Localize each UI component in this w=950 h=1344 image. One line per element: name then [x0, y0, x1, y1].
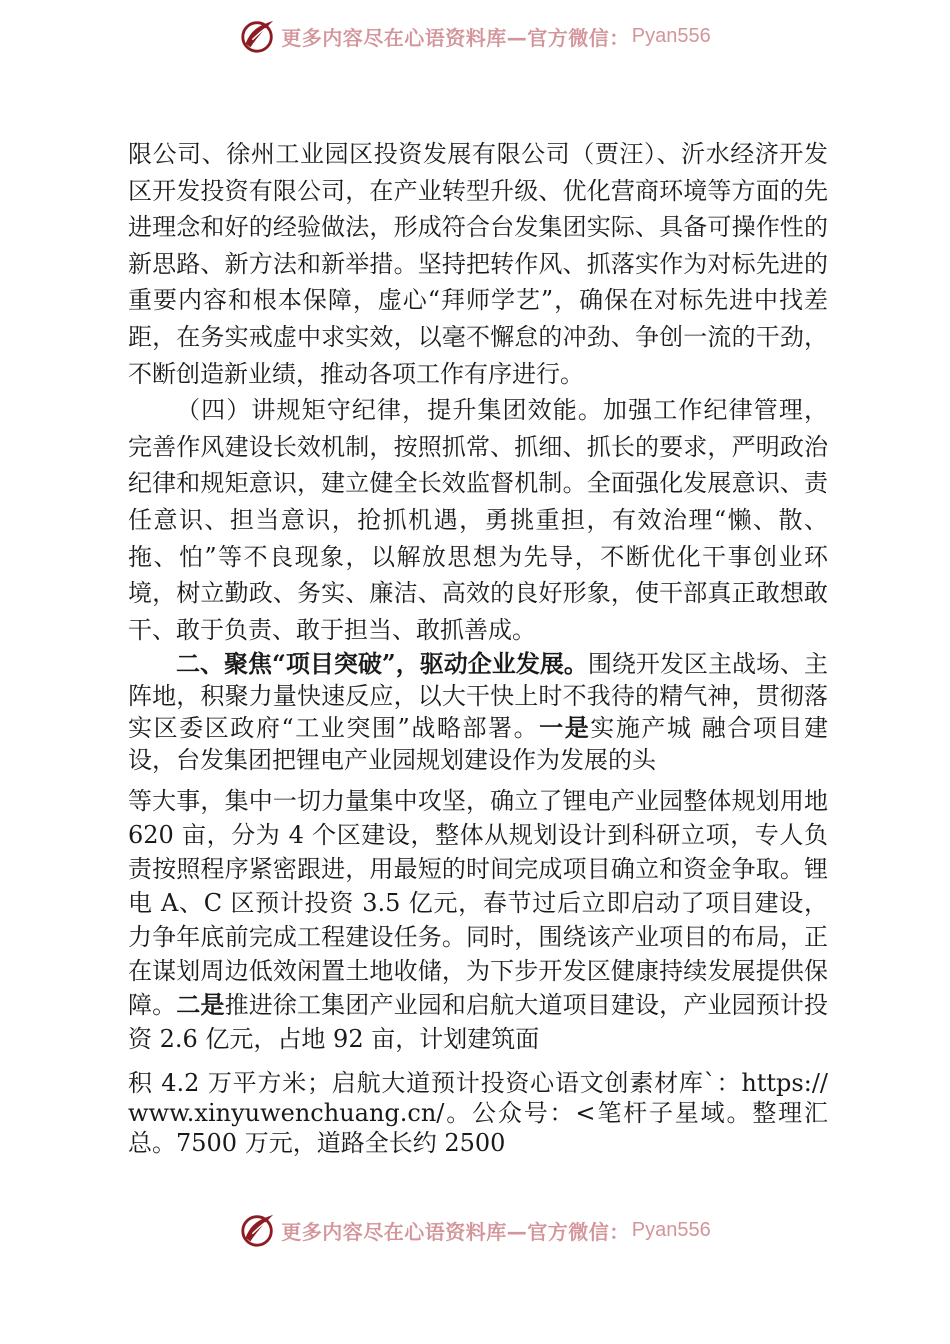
- banner-text: 更多内容尽在心语资料库—官方微信：: [281, 1219, 630, 1244]
- banner-wechat-id: Pyan556: [631, 1218, 711, 1241]
- paragraph-4: [128, 784, 828, 1056]
- point-second-label: 二是: [176, 991, 225, 1020]
- paragraph-3: [128, 648, 828, 776]
- section-heading: 二、聚焦“项目突破”，驱动企业发展。: [176, 649, 588, 679]
- header-banner: [0, 16, 950, 56]
- paragraph-2: （四）讲规矩守纪律，提升集团效能。加强工作纪律管理， 完善作风建设长效机制，按照抓常、抓细、抓长的要求，严明政治纪律和规矩意识，建立健全长效监督机制。全面强化发展意识、责任意识、担当意识，抢抓机遇，勇挑重担，有效治理“懒、散、拖、怕”等不良现象，以解放思想为先导，不断优化干事创业环境，树立勤政、务实、廉洁、高效的良好形象，使干部真正敢想敢干、敢于负责、敢于担当、敢抓善成。: [128, 396, 828, 644]
- paragraph-4-text-b: 推进徐工集团产业园和启航大道项目建设，产业园预计投资 2.6 亿元，占地 92 亩，计划建筑面: [128, 991, 829, 1054]
- banner-wechat-id: Pyan556: [631, 24, 711, 47]
- paragraph-3-text-b: 实施产城 融合项目建设，台发集团把锂电产业园规划建设作为发展的头: [128, 714, 828, 775]
- paragraph-1: 限公司、徐州工业园区投资发展有限公司（贾汪）、沂水经济开发区开发投资有限公司，在产业转型升级、优化营商环境等方面的先进理念和好的经验做法，形成符合台发集团实际、具备可操作性的新思路、新方法和新举措。坚持把转作风、抓落实作为对标先进的重要内容和根本保障，虚心“拜师学艺”，确保在对标先进中找差距，在务实戒虚中求实效，以毫不懈怠的冲劲、争创一流的干劲，不断创造新业绩，推动各项工作有序进行。: [128, 140, 828, 388]
- document-body: [128, 136, 828, 1158]
- paragraph-3-text-a: 围绕开发区主战场、主阵地，积聚力量快速反应，以大干快上时不我待的精气神，贯彻落实区委区政府“工业突围”战略部署。: [128, 650, 829, 743]
- point-first-label: 一是: [539, 714, 591, 743]
- brand-logo-icon: [239, 17, 277, 55]
- paragraph-4-text-a: 等大事，集中一切力量集中攻坚，确立了锂电产业园整体规划用地 620 亩，分为 4 个区建设，整体从规划设计到科研立项，专人负责按照程序紧密跟进，用最短的时间完成项目确立和资金争取。锂电 A、C 区预计投资 3.5 亿元，春节过后立即启动了项目建设，力争年底前完成工程建设任务。同时，围绕该产业项目的布局，正在谋划周边低效闲置土地收储，为下步开发区健康持续发展提供保障。: [128, 787, 828, 1020]
- footer-banner: [0, 1210, 950, 1250]
- banner-text: 更多内容尽在心语资料库—官方微信：: [281, 25, 630, 50]
- paragraph-5: 积 4.2 万平方米；启航大道预计投资心语文创素材库`：https://www.xinyuwenchuang.cn/。公众号：<笔杆子星域。整理汇总。7500 万元，道路全长约 2500: [128, 1069, 828, 1158]
- brand-logo-icon: [239, 1211, 277, 1249]
